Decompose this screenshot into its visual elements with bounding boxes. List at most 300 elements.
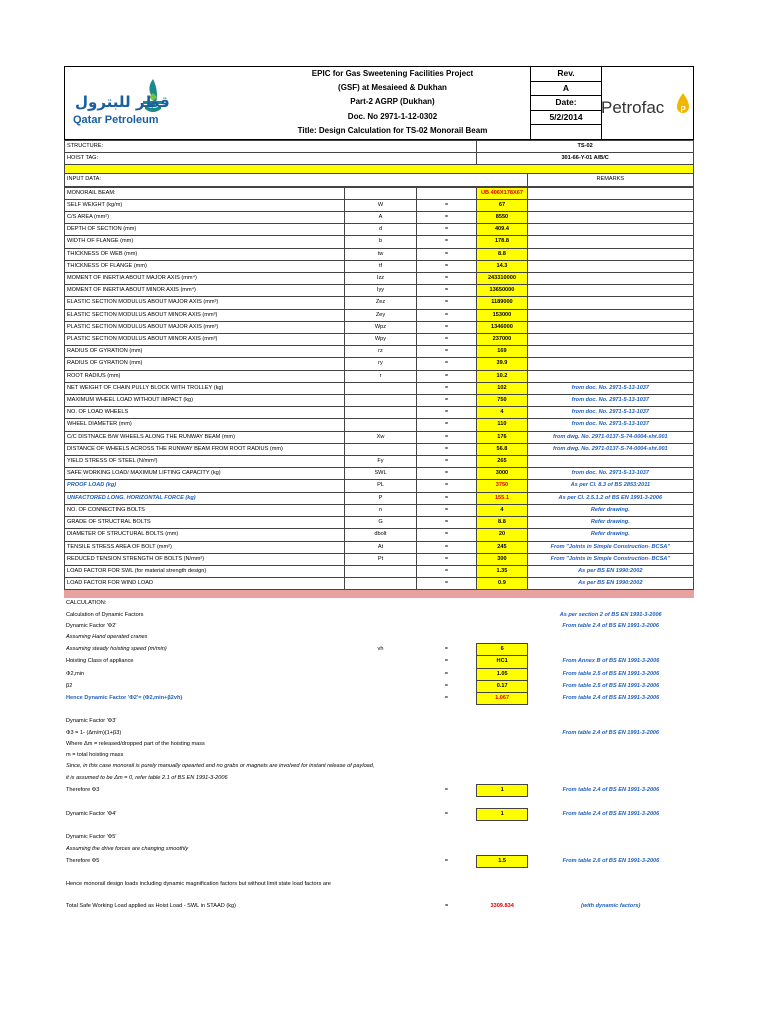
input-symbol: W bbox=[345, 199, 417, 211]
calc-value bbox=[477, 739, 527, 750]
calc-remark: From table 2.4 of BS EN 1991-3-2006 bbox=[562, 786, 660, 793]
input-value: 265 bbox=[477, 456, 527, 468]
input-symbol: r bbox=[345, 370, 417, 382]
input-row bbox=[65, 578, 694, 590]
input-remark: from doc. No. 2971-5-13-1037 bbox=[527, 395, 693, 407]
input-remark: From "Joints in Simple Construction- BCSA" bbox=[527, 541, 693, 553]
calc-symbol bbox=[345, 855, 417, 867]
structure-table bbox=[64, 140, 694, 187]
input-equals: = bbox=[416, 236, 476, 248]
input-symbol: Xw bbox=[345, 431, 417, 443]
input-label: PROOF LOAD (kg) bbox=[65, 480, 345, 492]
calc-remark bbox=[527, 750, 694, 761]
input-row bbox=[65, 443, 694, 455]
input-symbol: Zez bbox=[345, 297, 417, 309]
calc-remark: (with dynamic factors) bbox=[581, 903, 641, 910]
calc-equals bbox=[416, 832, 477, 843]
input-row bbox=[65, 480, 694, 492]
input-value: 4 bbox=[477, 504, 527, 516]
input-equals: = bbox=[416, 224, 476, 236]
input-remark: Refer drawing. bbox=[527, 529, 693, 541]
input-label: PLASTIC SECTION MODULUS ABOUT MINOR AXIS (mm³) bbox=[65, 334, 345, 346]
calc-row bbox=[64, 705, 694, 717]
input-remark bbox=[527, 224, 693, 236]
document-header bbox=[64, 66, 694, 140]
input-row bbox=[65, 346, 694, 358]
input-row bbox=[65, 285, 694, 297]
calc-symbol bbox=[345, 680, 417, 692]
calc-symbol bbox=[345, 632, 417, 644]
input-equals: = bbox=[416, 212, 476, 224]
calc-value bbox=[477, 796, 527, 808]
input-value: 243310000 bbox=[477, 273, 527, 285]
calc-row bbox=[64, 855, 694, 867]
calc-label: Φ3 = 1- (Δm/m)(1+β3) bbox=[66, 729, 122, 736]
calc-label: Assuming the drive forces are changing smoothly bbox=[66, 845, 189, 852]
calc-label: CALCULATION: bbox=[66, 600, 107, 607]
remarks-header: REMARKS bbox=[527, 174, 693, 186]
input-symbol: Iyy bbox=[345, 285, 417, 297]
calc-label: Φ2,min bbox=[66, 670, 85, 677]
calc-value bbox=[477, 879, 527, 890]
input-row bbox=[65, 260, 694, 272]
input-value: 409.4 bbox=[477, 224, 527, 236]
qatar-petroleum-logo bbox=[65, 67, 255, 139]
input-label: C/S AREA (mm²) bbox=[65, 212, 345, 224]
svg-text:P: P bbox=[680, 105, 686, 114]
input-label: MAXIMUM WHEEL LOAD WITHOUT IMPACT (kg) bbox=[65, 395, 345, 407]
input-remark: from doc. No. 2971-5-13-1037 bbox=[527, 419, 693, 431]
input-row bbox=[65, 456, 694, 468]
calculation-table bbox=[64, 598, 694, 912]
input-label: C/C DISTNACE B/W WHEELS ALONG THE RUNWAY BEAM (mm) bbox=[65, 431, 345, 443]
input-symbol: G bbox=[345, 517, 417, 529]
calc-remark: From table 2.6 of BS EN 1991-3-2006 bbox=[562, 857, 660, 864]
input-equals: = bbox=[416, 370, 476, 382]
calc-value bbox=[477, 728, 527, 739]
input-equals: = bbox=[416, 456, 476, 468]
input-label: NO. OF LOAD WHEELS bbox=[65, 407, 345, 419]
input-equals: = bbox=[416, 321, 476, 333]
calc-equals bbox=[416, 750, 477, 761]
calc-equals bbox=[416, 879, 477, 890]
calc-remark: From table 2.4 of BS EN 1991-3-2006 bbox=[562, 622, 660, 629]
calc-remark bbox=[527, 844, 694, 856]
calc-label: Therefore Φ3 bbox=[66, 786, 100, 793]
project-title-block bbox=[255, 67, 530, 139]
input-equals: = bbox=[416, 297, 476, 309]
calc-label bbox=[64, 705, 345, 717]
input-symbol bbox=[345, 395, 417, 407]
calc-row bbox=[64, 680, 694, 692]
calc-row bbox=[64, 821, 694, 833]
calc-label: it is assumed to be Δm = 0, refer table 2.1 of BS EN 1991-3-2006 bbox=[66, 774, 228, 781]
input-equals: = bbox=[416, 529, 476, 541]
input-value: 4 bbox=[477, 407, 527, 419]
calc-symbol bbox=[345, 621, 417, 632]
calc-value bbox=[477, 621, 527, 632]
input-equals: = bbox=[416, 431, 476, 443]
calc-remark: From table 2.5 of BS EN 1991-3-2006 bbox=[562, 682, 660, 689]
calc-label: Where Δm = released/dropped part of the hoisting mass bbox=[66, 740, 205, 747]
input-equals: = bbox=[416, 504, 476, 516]
calc-value: 0.17 bbox=[477, 680, 527, 692]
input-remark bbox=[527, 358, 693, 370]
calc-symbol bbox=[345, 739, 417, 750]
project-line: Title: Design Calculation for TS-02 Monorail Beam bbox=[297, 125, 488, 135]
input-value: UB 406X178X67 bbox=[477, 187, 527, 199]
input-symbol: Pt bbox=[345, 553, 417, 565]
structure-value: TS-02 bbox=[477, 141, 694, 153]
input-equals: = bbox=[416, 492, 476, 504]
input-value: 1.35 bbox=[477, 565, 527, 577]
input-row bbox=[65, 224, 694, 236]
calc-row bbox=[64, 832, 694, 843]
input-equals: = bbox=[416, 334, 476, 346]
calc-equals: = bbox=[444, 786, 449, 793]
input-remark: from doc. No. 2971-5-13-1037 bbox=[527, 468, 693, 480]
input-value: 14.3 bbox=[477, 260, 527, 272]
calc-row bbox=[64, 761, 694, 772]
input-remark: As per Cl. 2.5.1.2 of BS EN 1991-3-2006 bbox=[527, 492, 693, 504]
input-remark: As per BS EN 1990:2002 bbox=[527, 565, 693, 577]
input-data-table bbox=[64, 187, 694, 591]
input-value: 56.8 bbox=[477, 443, 527, 455]
calc-row bbox=[64, 879, 694, 890]
input-value: 13650000 bbox=[477, 285, 527, 297]
input-equals: = bbox=[416, 565, 476, 577]
petrofac-logo bbox=[601, 67, 695, 139]
input-equals: = bbox=[416, 443, 476, 455]
calc-symbol bbox=[345, 705, 417, 717]
input-value: 169 bbox=[477, 346, 527, 358]
revision-block bbox=[530, 67, 602, 139]
input-value: 176 bbox=[477, 431, 527, 443]
calc-label bbox=[64, 821, 345, 833]
calc-symbol bbox=[345, 692, 417, 704]
input-equals: = bbox=[416, 480, 476, 492]
calc-equals: = bbox=[444, 694, 449, 701]
input-remark bbox=[527, 248, 693, 260]
calc-symbol bbox=[345, 844, 417, 856]
calc-label: Dynamic Factor 'Φ5' bbox=[66, 834, 117, 841]
input-label: TENSILE STRESS AREA OF BOLT (mm²) bbox=[65, 541, 345, 553]
input-equals: = bbox=[416, 419, 476, 431]
input-symbol bbox=[345, 187, 417, 199]
input-remark: from dwg. No. 2971-0137-S-74-0004-sht.001 bbox=[527, 443, 693, 455]
calc-value: HC1 bbox=[477, 656, 527, 668]
calc-remark bbox=[527, 821, 694, 833]
calc-equals bbox=[416, 705, 477, 717]
calc-symbol bbox=[345, 890, 417, 901]
input-symbol bbox=[345, 443, 417, 455]
calc-symbol bbox=[345, 716, 417, 727]
input-remark: As per Cl. 8.3 of BS 2853:2011 bbox=[527, 480, 693, 492]
input-symbol: tw bbox=[345, 248, 417, 260]
calc-equals bbox=[416, 844, 477, 856]
structure-label: STRUCTURE: bbox=[65, 141, 477, 153]
logo-arabic: قطر للبترول bbox=[75, 93, 170, 111]
input-symbol: SWL bbox=[345, 468, 417, 480]
input-remark bbox=[527, 297, 693, 309]
calc-remark bbox=[527, 644, 694, 656]
input-remark: Refer drawing. bbox=[527, 504, 693, 516]
calc-symbol bbox=[345, 879, 417, 890]
input-value: 1346000 bbox=[477, 321, 527, 333]
calc-value bbox=[477, 632, 527, 644]
input-label: WIDTH OF FLANGE (mm) bbox=[65, 236, 345, 248]
input-symbol: Fy bbox=[345, 456, 417, 468]
calc-remark bbox=[527, 772, 694, 784]
input-remark bbox=[527, 187, 693, 199]
input-value: 0.9 bbox=[477, 578, 527, 590]
calc-symbol bbox=[345, 656, 417, 668]
input-symbol: d bbox=[345, 224, 417, 236]
input-equals: = bbox=[416, 395, 476, 407]
input-row bbox=[65, 309, 694, 321]
input-label: DEPTH OF SECTION (mm) bbox=[65, 224, 345, 236]
calc-symbol bbox=[345, 598, 417, 609]
calc-row bbox=[64, 692, 694, 704]
input-value: 102 bbox=[477, 382, 527, 394]
input-remark bbox=[527, 456, 693, 468]
rev-label: Rev. bbox=[531, 67, 601, 82]
input-label: ELASTIC SECTION MODULUS ABOUT MAJOR AXIS (mm³) bbox=[65, 297, 345, 309]
input-label: LOAD FACTOR FOR WIND LOAD bbox=[65, 578, 345, 590]
calc-row bbox=[64, 901, 694, 912]
calc-value bbox=[477, 844, 527, 856]
date-label: Date: bbox=[531, 96, 601, 111]
calc-symbol bbox=[345, 610, 417, 621]
calc-remark bbox=[527, 716, 694, 727]
input-symbol bbox=[345, 565, 417, 577]
input-label: RADIUS OF GYRATION (mm) bbox=[65, 358, 345, 370]
input-row bbox=[65, 212, 694, 224]
input-row bbox=[65, 553, 694, 565]
input-label: UNFACTORED LONG. HORIZONTAL FORCE (kg) bbox=[65, 492, 345, 504]
input-symbol: Wpz bbox=[345, 321, 417, 333]
input-symbol: P bbox=[345, 492, 417, 504]
calc-remark bbox=[527, 867, 694, 879]
input-equals: = bbox=[416, 309, 476, 321]
input-remark: from dwg. No. 2971-0137-S-74-0004-sht.001 bbox=[527, 431, 693, 443]
input-data-label: INPUT DATA: bbox=[65, 174, 528, 186]
calc-symbol bbox=[345, 772, 417, 784]
calc-row bbox=[64, 716, 694, 727]
calc-value: 1.05 bbox=[477, 668, 527, 680]
calc-value: 1.067 bbox=[477, 692, 527, 704]
calc-remark bbox=[527, 632, 694, 644]
input-row bbox=[65, 334, 694, 346]
input-equals: = bbox=[416, 541, 476, 553]
input-equals: = bbox=[416, 553, 476, 565]
calc-symbol: vh bbox=[377, 646, 384, 653]
calc-label bbox=[64, 890, 345, 901]
yellow-divider bbox=[65, 165, 694, 174]
input-value: 20 bbox=[477, 529, 527, 541]
input-value: 178.8 bbox=[477, 236, 527, 248]
calc-row bbox=[64, 610, 694, 621]
input-row bbox=[65, 273, 694, 285]
calc-remark: From table 2.5 of BS EN 1991-3-2006 bbox=[562, 670, 660, 677]
calc-remark bbox=[527, 739, 694, 750]
calc-label: Calculation of Dynamic Factors bbox=[66, 611, 144, 618]
calc-remark bbox=[527, 598, 694, 609]
input-row bbox=[65, 517, 694, 529]
input-value: 39.9 bbox=[477, 358, 527, 370]
calc-equals: = bbox=[444, 646, 449, 653]
calc-row bbox=[64, 772, 694, 784]
input-equals: = bbox=[416, 382, 476, 394]
calc-equals bbox=[416, 821, 477, 833]
calc-row bbox=[64, 621, 694, 632]
input-row bbox=[65, 541, 694, 553]
input-row bbox=[65, 492, 694, 504]
input-symbol: Izz bbox=[345, 273, 417, 285]
input-label: DIAMETER OF STRUCTURAL BOLTS (mm) bbox=[65, 529, 345, 541]
input-remark bbox=[527, 309, 693, 321]
calc-equals: = bbox=[444, 682, 449, 689]
project-line: (GSF) at Mesaieed & Dukhan bbox=[338, 83, 447, 93]
calc-row bbox=[64, 784, 694, 796]
calc-label: Since, in this case monorail is purely manually opearted and no grabs or magnets are involved for instant release of payload, bbox=[66, 763, 375, 770]
date-value: 5/2/2014 bbox=[531, 111, 601, 126]
calc-label: β2 bbox=[66, 682, 73, 689]
input-label: REDUCED TENSION STRENGTH OF BOLTS (N/mm²) bbox=[65, 553, 345, 565]
calc-remark: From table 2.4 of BS EN 1991-3-2006 bbox=[562, 694, 660, 701]
input-row bbox=[65, 431, 694, 443]
calc-symbol bbox=[345, 784, 417, 796]
project-line: EPIC for Gas Sweetening Facilities Project bbox=[311, 69, 474, 78]
input-remark: Refer drawing. bbox=[527, 517, 693, 529]
input-value: 155.1 bbox=[477, 492, 527, 504]
calc-equals bbox=[416, 598, 477, 609]
calc-equals bbox=[416, 772, 477, 784]
calc-remark: From table 2.4 of BS EN 1991-3-2006 bbox=[562, 729, 660, 736]
calc-label: Dynamic Factor 'Φ2' bbox=[66, 622, 117, 629]
calc-label: Therefore Φ5 bbox=[66, 857, 100, 864]
calc-value: 1 bbox=[477, 808, 527, 820]
input-row bbox=[65, 321, 694, 333]
calc-row bbox=[64, 668, 694, 680]
calc-row bbox=[64, 750, 694, 761]
input-label: THICKNESS OF WEB (mm) bbox=[65, 248, 345, 260]
input-label: LOAD FACTOR FOR SWL (for material strength design) bbox=[65, 565, 345, 577]
calc-value bbox=[477, 705, 527, 717]
calc-row bbox=[64, 844, 694, 856]
input-symbol bbox=[345, 407, 417, 419]
calc-row bbox=[64, 656, 694, 668]
calc-label: Hoisting Class of appliance bbox=[66, 658, 134, 665]
input-remark bbox=[527, 236, 693, 248]
calc-remark: From Annex B of BS EN 1991-3-2006 bbox=[562, 658, 660, 665]
calc-row bbox=[64, 890, 694, 901]
input-row bbox=[65, 370, 694, 382]
petrofac-wordmark: Petrofac bbox=[601, 98, 665, 117]
input-row bbox=[65, 297, 694, 309]
calc-remark: As per section 2 of BS EN 1991-3-2006 bbox=[559, 611, 662, 618]
input-value: 110 bbox=[477, 419, 527, 431]
calc-value bbox=[477, 761, 527, 772]
input-label: ELASTIC SECTION MODULUS ABOUT MINOR AXIS (mm³) bbox=[65, 309, 345, 321]
calc-row bbox=[64, 808, 694, 820]
input-label: RADIUS OF GYRATION (mm) bbox=[65, 346, 345, 358]
calc-label: Assuming Hand operated cranes bbox=[66, 634, 148, 641]
input-row bbox=[65, 248, 694, 260]
calc-value bbox=[477, 772, 527, 784]
calc-label: Dynamic Factor 'Φ3' bbox=[66, 718, 117, 725]
input-row bbox=[65, 565, 694, 577]
input-label: WHEEL DIAMETER (mm) bbox=[65, 419, 345, 431]
input-label: MONORAIL BEAM: bbox=[65, 187, 345, 199]
calc-equals: = bbox=[444, 857, 449, 864]
section-divider bbox=[64, 590, 694, 598]
input-value: 245 bbox=[477, 541, 527, 553]
input-symbol: A bbox=[345, 212, 417, 224]
input-equals: = bbox=[416, 468, 476, 480]
calc-value bbox=[477, 821, 527, 833]
calc-symbol bbox=[345, 821, 417, 833]
calc-row bbox=[64, 796, 694, 808]
calc-label bbox=[64, 867, 345, 879]
input-value: 10.2 bbox=[477, 370, 527, 382]
calc-value: 1 bbox=[477, 784, 527, 796]
calc-value: 3309.834 bbox=[490, 903, 514, 910]
input-value: 8550 bbox=[477, 212, 527, 224]
calc-equals bbox=[416, 632, 477, 644]
input-row bbox=[65, 529, 694, 541]
input-label: SELF WEIGHT (kg/m) bbox=[65, 199, 345, 211]
input-symbol: rz bbox=[345, 346, 417, 358]
input-equals: = bbox=[416, 273, 476, 285]
input-remark: from doc. No. 2971-5-13-1037 bbox=[527, 407, 693, 419]
calc-value bbox=[477, 716, 527, 727]
input-value: 8.8 bbox=[477, 517, 527, 529]
input-symbol: b bbox=[345, 236, 417, 248]
calc-remark bbox=[527, 761, 694, 772]
input-row bbox=[65, 236, 694, 248]
calc-label: Hence Dynamic Factor 'Φ2'= (Φ2,min+β2vh) bbox=[66, 694, 183, 701]
calc-equals: = bbox=[444, 670, 449, 677]
calc-label: m = total hoisting mass bbox=[66, 751, 124, 758]
calc-remark: From table 2.4 of BS EN 1991-3-2006 bbox=[562, 810, 660, 817]
calc-equals bbox=[416, 621, 477, 632]
input-equals: = bbox=[416, 248, 476, 260]
calc-row bbox=[64, 598, 694, 609]
input-row bbox=[65, 504, 694, 516]
calc-row bbox=[64, 644, 694, 656]
input-equals: = bbox=[416, 346, 476, 358]
calc-row bbox=[64, 632, 694, 644]
input-label: SAFE WORKING LOAD/ MAXIMUM LIFTING CAPACITY (kg) bbox=[65, 468, 345, 480]
input-label: MOMENT OF INERTIA ABOUT MINOR AXIS (mm⁴) bbox=[65, 285, 345, 297]
calc-equals: = bbox=[444, 810, 449, 817]
input-remark bbox=[527, 370, 693, 382]
input-remark bbox=[527, 260, 693, 272]
input-value: 153000 bbox=[477, 309, 527, 321]
input-value: 237000 bbox=[477, 334, 527, 346]
input-row bbox=[65, 187, 694, 199]
input-label: MOMENT OF INERTIA ABOUT MAJOR AXIS (mm⁴) bbox=[65, 273, 345, 285]
input-remark: As per BS EN 1990:2002 bbox=[527, 578, 693, 590]
calc-symbol bbox=[345, 668, 417, 680]
input-symbol: At bbox=[345, 541, 417, 553]
project-line: Doc. No 2971-1-12-0302 bbox=[347, 111, 438, 121]
input-row bbox=[65, 468, 694, 480]
calc-equals bbox=[416, 867, 477, 879]
input-remark bbox=[527, 321, 693, 333]
hoist-tag-label: HOIST TAG: bbox=[65, 153, 477, 165]
